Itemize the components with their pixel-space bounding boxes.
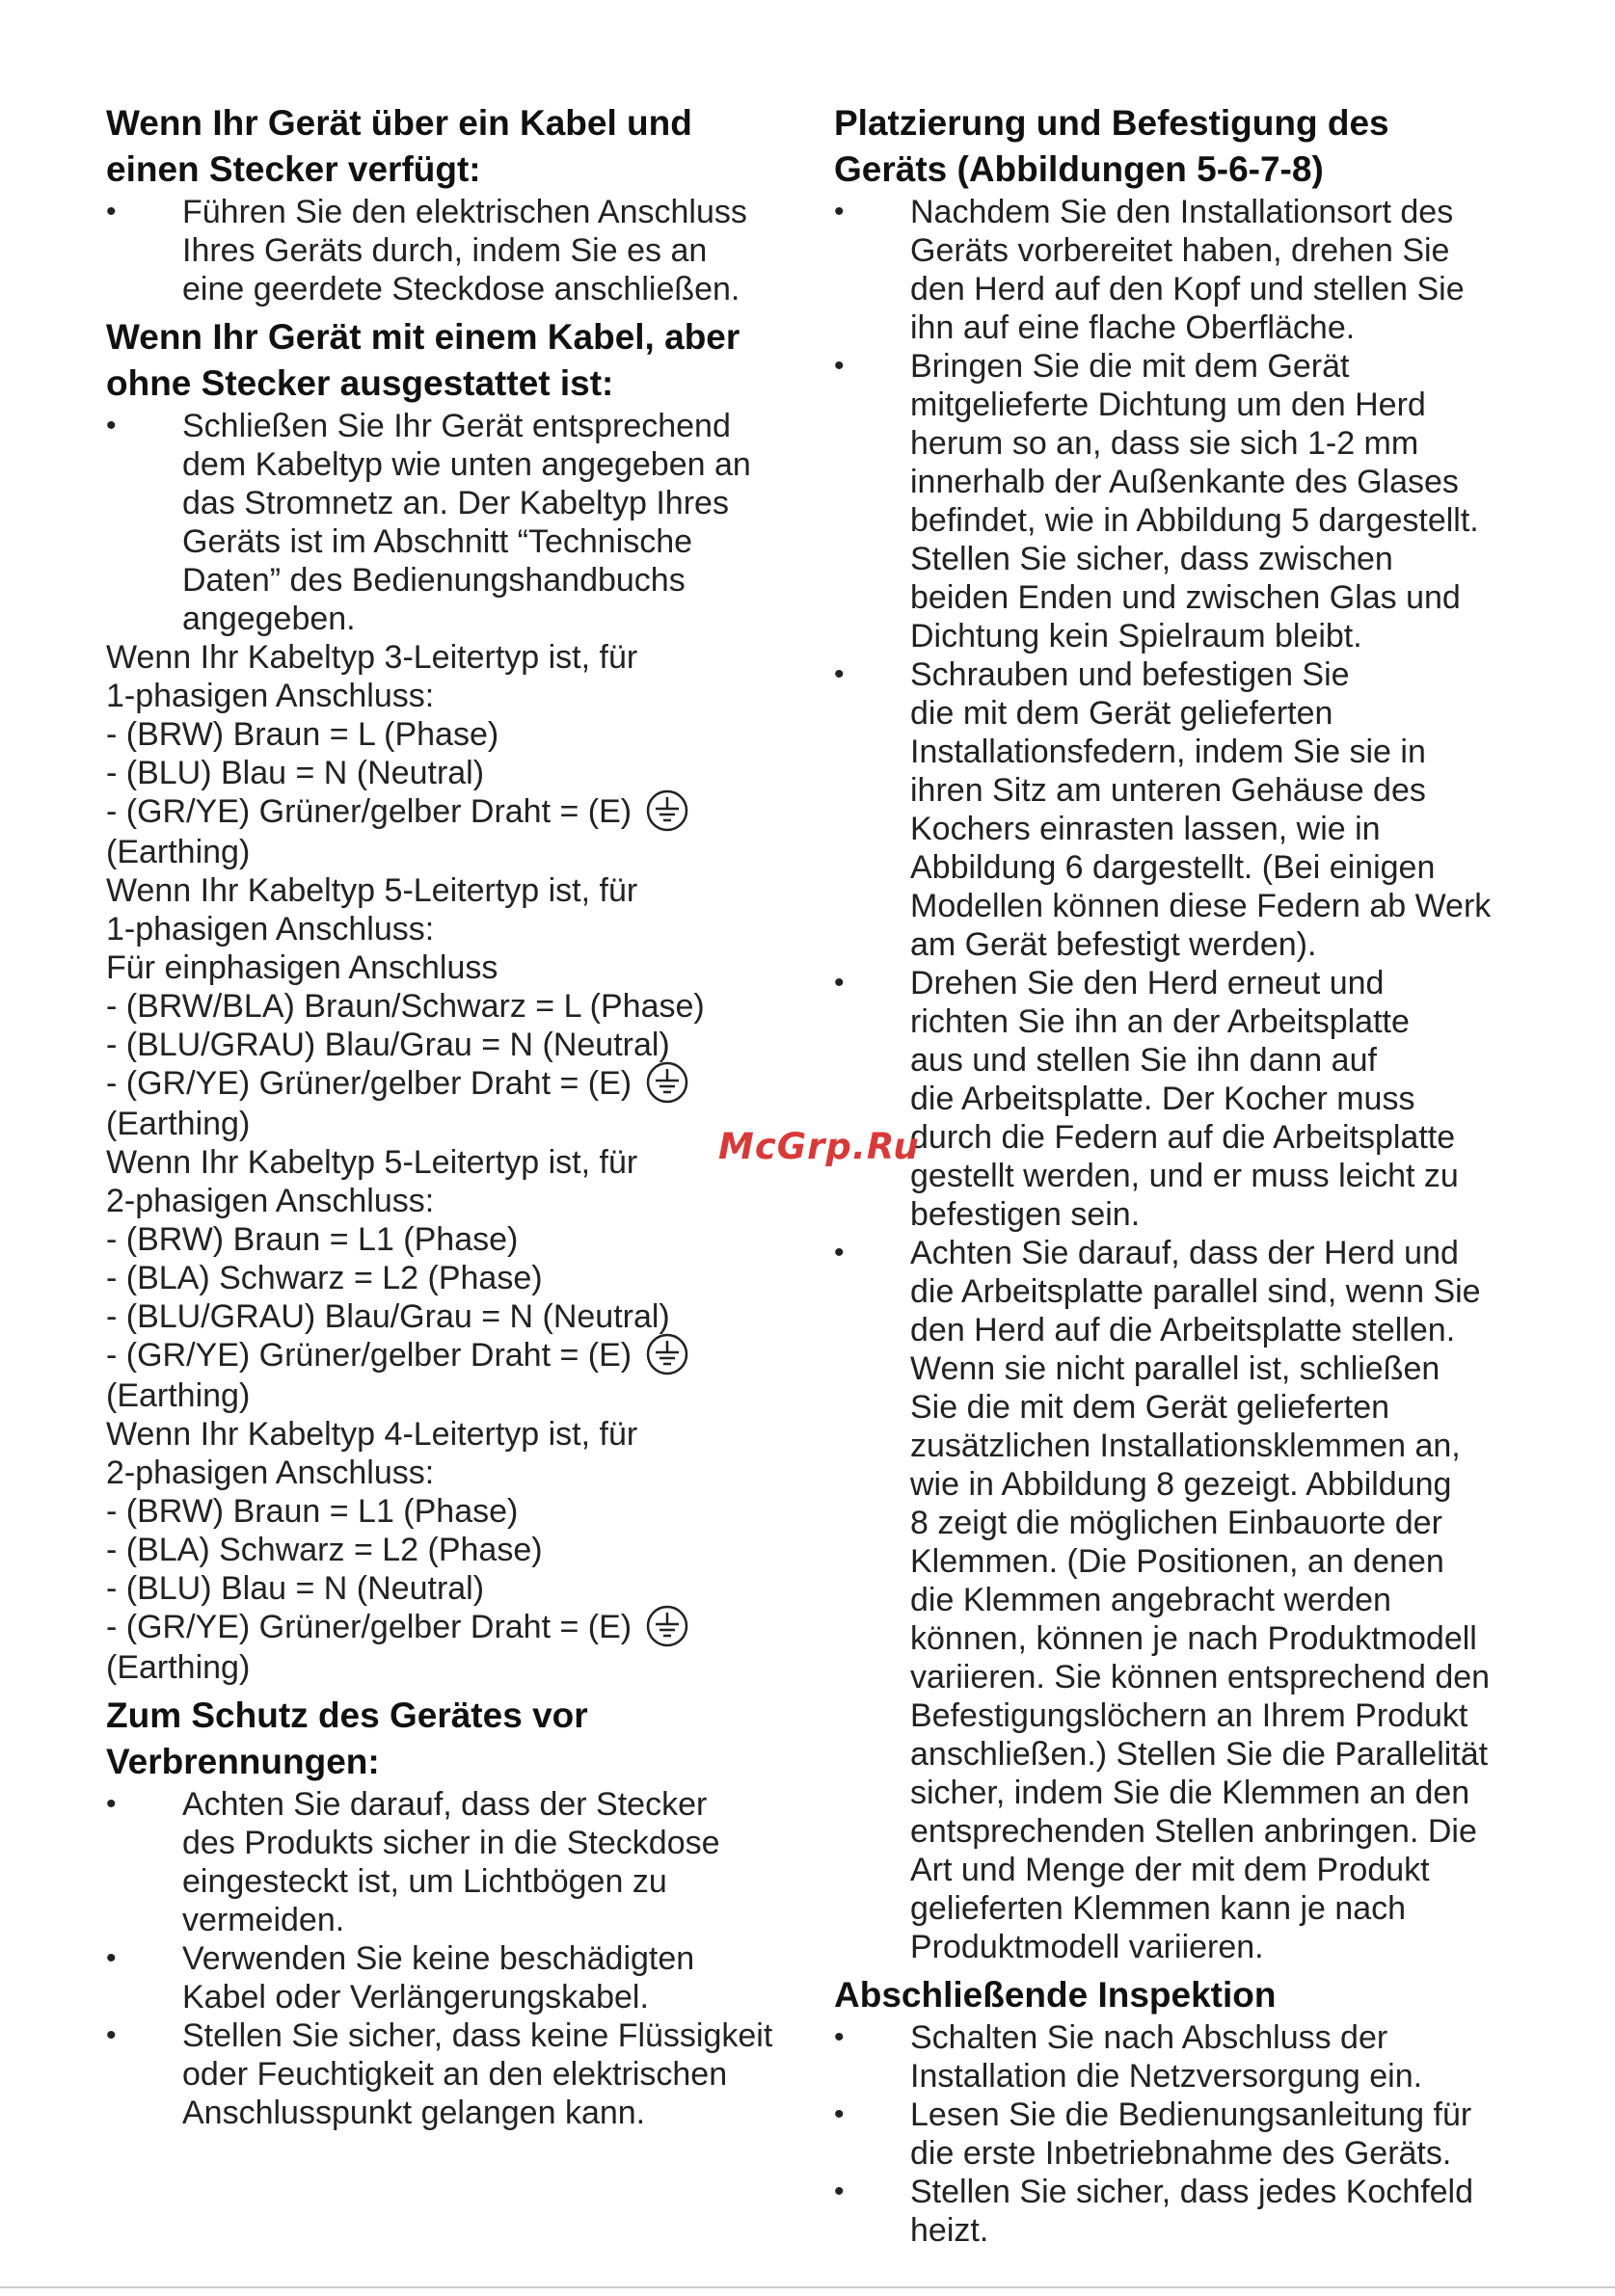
section-heading-burn-protection bbox=[106, 1693, 795, 1785]
wiring-line-text: - (BRW/BLA) Braun/Schwarz = L (Phase) bbox=[106, 988, 705, 1026]
bullet-line: befestigen sein. bbox=[910, 1196, 1141, 1233]
wiring-line-text: 1-phasigen Anschluss: bbox=[106, 678, 435, 714]
heading-line: Wenn Ihr Gerät mit einem Kabel, aber bbox=[106, 317, 740, 357]
wiring-line bbox=[106, 715, 795, 754]
bullet-line: innerhalb der Außenkante des Glases bbox=[910, 464, 1459, 500]
bullet-item bbox=[834, 2096, 1519, 2173]
left-column bbox=[106, 100, 795, 2132]
bullet-line: entsprechenden Stellen anbringen. Die bbox=[910, 1813, 1477, 1850]
bullet-line: oder Feuchtigkeit an den elektrischen bbox=[182, 2056, 728, 2094]
wiring-line-text: - (GR/YE) Grüner/gelber Draht = (E) bbox=[106, 1337, 633, 1375]
bullet-line: gelieferten Klemmen kann je nach bbox=[910, 1890, 1407, 1927]
bullet-line: Klemmen. (Die Positionen, an denen bbox=[910, 1543, 1444, 1580]
wiring-line-text: (Earthing) bbox=[106, 1377, 251, 1415]
bullet-line: das Stromnetz an. Der Kabeltyp Ihres bbox=[182, 485, 729, 521]
bullet-line: Kabel oder Verlängerungskabel. bbox=[182, 1979, 649, 2016]
section-heading-final-inspection bbox=[834, 1972, 1519, 2018]
right-column bbox=[834, 100, 1519, 2250]
wiring-line-text: Wenn Ihr Kabeltyp 5-Leitertyp ist, für bbox=[106, 1144, 638, 1182]
wiring-line-text: Für einphasigen Anschluss bbox=[106, 949, 498, 987]
bullet-line: Modellen können diese Federn ab Werk bbox=[910, 888, 1492, 924]
wiring-line-text: (Earthing) bbox=[106, 834, 251, 871]
wiring-line bbox=[106, 1182, 795, 1220]
wiring-line bbox=[106, 1608, 795, 1648]
bullet-item bbox=[834, 964, 1519, 1234]
wiring-line bbox=[106, 1105, 795, 1143]
wiring-line-text: (Earthing) bbox=[106, 1649, 251, 1687]
heading-line: Platzierung und Befestigung des bbox=[834, 103, 1389, 143]
bullet-line: 8 zeigt die möglichen Einbauorte der bbox=[910, 1505, 1442, 1541]
bullet-line: gestellt werden, und er muss leicht zu bbox=[910, 1158, 1459, 1194]
bullet-item bbox=[106, 407, 795, 638]
wiring-line-text: - (BLU/GRAU) Blau/Grau = N (Neutral) bbox=[106, 1027, 670, 1064]
wiring-line-text: 1-phasigen Anschluss: bbox=[106, 911, 435, 948]
wiring-line-text: - (GR/YE) Grüner/gelber Draht = (E) bbox=[106, 793, 633, 830]
section-heading-cable-without-plug bbox=[106, 314, 795, 407]
wiring-line-text: Wenn Ihr Kabeltyp 3-Leitertyp ist, für bbox=[106, 639, 638, 676]
bullet-line: Schließen Sie Ihr Gerät entsprechend bbox=[182, 408, 731, 444]
wiring-line-text: - (BLA) Schwarz = L2 (Phase) bbox=[106, 1532, 543, 1569]
wiring-instructions bbox=[106, 638, 795, 1687]
bullet-line: Achten Sie darauf, dass der Herd und bbox=[910, 1235, 1459, 1271]
heading-line: Geräts (Abbildungen 5-6-7-8) bbox=[834, 149, 1324, 189]
bullet-line: eine geerdete Steckdose anschließen. bbox=[182, 271, 740, 307]
wiring-line bbox=[106, 1297, 795, 1336]
wiring-line bbox=[106, 871, 795, 910]
wiring-line bbox=[106, 1064, 795, 1105]
bullet-line: den Herd auf die Arbeitsplatte stellen. bbox=[910, 1312, 1456, 1348]
bullet-line: Schrauben und befestigen Sie bbox=[910, 656, 1350, 693]
bullet-line: die Arbeitsplatte parallel sind, wenn Sie bbox=[910, 1273, 1481, 1310]
bullet-list-placement bbox=[834, 193, 1519, 1966]
wiring-line-text: (Earthing) bbox=[106, 1106, 251, 1143]
bullet-line: Stellen Sie sicher, dass jedes Kochfeld bbox=[910, 2174, 1474, 2210]
bullet-list-burn-protection bbox=[106, 1785, 795, 2132]
bullet-line: aus und stellen Sie ihn dann auf bbox=[910, 1042, 1377, 1079]
bullet-line: Verwenden Sie keine beschädigten bbox=[182, 1940, 695, 1978]
wiring-line bbox=[106, 1492, 795, 1531]
bullet-line: Abbildung 6 dargestellt. (Bei einigen bbox=[910, 849, 1436, 886]
wiring-line bbox=[106, 1569, 795, 1608]
bullet-item bbox=[106, 1939, 795, 2016]
bullet-line: vermeiden. bbox=[182, 1902, 345, 1939]
bullet-line: Daten” des Bedienungshandbuchs bbox=[182, 562, 686, 599]
wiring-line-text: - (BLU) Blau = N (Neutral) bbox=[106, 1570, 485, 1608]
bullet-line: Stellen Sie sicher, dass keine Flüssigkeit bbox=[182, 2017, 773, 2055]
heading-line: Zum Schutz des Gerätes vor bbox=[106, 1695, 588, 1736]
wiring-line-text: - (BLA) Schwarz = L2 (Phase) bbox=[106, 1260, 543, 1297]
bullet-line: ihn auf eine flache Oberfläche. bbox=[910, 309, 1356, 346]
bullet-line: anschließen.) Stellen Sie die Parallelität bbox=[910, 1736, 1489, 1773]
heading-line: Wenn Ihr Gerät über ein Kabel und bbox=[106, 103, 692, 143]
wiring-line-text: - (GR/YE) Grüner/gelber Draht = (E) bbox=[106, 1065, 633, 1103]
wiring-line bbox=[106, 638, 795, 677]
earth-ground-icon bbox=[645, 1060, 689, 1105]
bullet-line: Stellen Sie sicher, dass zwischen bbox=[910, 541, 1393, 577]
wiring-line bbox=[106, 1454, 795, 1492]
bullet-line: Art und Menge der mit dem Produkt bbox=[910, 1852, 1430, 1888]
heading-line: Verbrennungen: bbox=[106, 1742, 380, 1782]
bullet-line: eingesteckt ist, um Lichtbögen zu bbox=[182, 1863, 667, 1901]
wiring-line bbox=[106, 754, 795, 792]
bullet-line: die Klemmen angebracht werden bbox=[910, 1582, 1391, 1618]
bullet-line: Ihres Geräts durch, indem Sie es an bbox=[182, 232, 708, 269]
bullet-line: durch die Federn auf die Arbeitsplatte bbox=[910, 1119, 1456, 1156]
wiring-line-text: - (BRW) Braun = L1 (Phase) bbox=[106, 1221, 519, 1259]
bullet-line: richten Sie ihn an der Arbeitsplatte bbox=[910, 1003, 1410, 1040]
bullet-item bbox=[834, 2018, 1519, 2096]
bullet-line: Schalten Sie nach Abschluss der bbox=[910, 2019, 1388, 2056]
wiring-line bbox=[106, 1026, 795, 1064]
bullet-list-final-inspection bbox=[834, 2018, 1519, 2250]
heading-line: ohne Stecker ausgestattet ist: bbox=[106, 363, 614, 403]
wiring-line-text: - (GR/YE) Grüner/gelber Draht = (E) bbox=[106, 1609, 633, 1646]
bullet-line: beiden Enden und zwischen Glas und bbox=[910, 579, 1461, 616]
wiring-line-text: - (BRW) Braun = L (Phase) bbox=[106, 716, 499, 753]
bullet-line: die Arbeitsplatte. Der Kocher muss bbox=[910, 1081, 1415, 1117]
bullet-line: den Herd auf den Kopf und stellen Sie bbox=[910, 271, 1465, 307]
bullet-line: Führen Sie den elektrischen Anschluss bbox=[182, 194, 747, 230]
wiring-line bbox=[106, 677, 795, 715]
bullet-line: Sie die mit dem Gerät gelieferten bbox=[910, 1389, 1390, 1426]
heading-line: einen Stecker verfügt: bbox=[106, 149, 481, 189]
bullet-item bbox=[106, 2016, 795, 2132]
wiring-line-text: - (BLU/GRAU) Blau/Grau = N (Neutral) bbox=[106, 1298, 670, 1336]
bullet-line: variieren. Sie können entsprechend den bbox=[910, 1659, 1491, 1695]
bullet-line: Wenn sie nicht parallel ist, schließen bbox=[910, 1350, 1440, 1387]
wiring-line-text: 2-phasigen Anschluss: bbox=[106, 1455, 435, 1492]
wiring-line-text: - (BRW) Braun = L1 (Phase) bbox=[106, 1493, 519, 1531]
bullet-line: Drehen Sie den Herd erneut und bbox=[910, 965, 1385, 1001]
wiring-line bbox=[106, 1415, 795, 1454]
bullet-line: Dichtung kein Spielraum bleibt. bbox=[910, 618, 1362, 654]
bullet-line: Installationsfedern, indem Sie sie in bbox=[910, 734, 1426, 770]
bullet-line: Geräts ist im Abschnitt “Technische bbox=[182, 523, 693, 560]
section-heading-placement bbox=[834, 100, 1519, 193]
bullet-line: Produktmodell variieren. bbox=[910, 1929, 1264, 1965]
bullet-line: Lesen Sie die Bedienungsanleitung für bbox=[910, 2096, 1472, 2133]
bullet-line: herum so an, dass sie sich 1-2 mm bbox=[910, 425, 1419, 462]
wiring-line bbox=[106, 833, 795, 871]
wiring-line bbox=[106, 1336, 795, 1376]
bullet-line: Achten Sie darauf, dass der Stecker bbox=[182, 1786, 708, 1824]
section-heading-cable-with-plug bbox=[106, 100, 795, 193]
bullet-line: Anschlusspunkt gelangen kann. bbox=[182, 2095, 646, 2132]
bullet-line: sicher, indem Sie die Klemmen an den bbox=[910, 1775, 1470, 1811]
wiring-line bbox=[106, 1259, 795, 1297]
bullet-item bbox=[106, 1785, 795, 1939]
bullet-line: mitgelieferte Dichtung um den Herd bbox=[910, 387, 1426, 423]
wiring-line bbox=[106, 1376, 795, 1415]
wiring-line bbox=[106, 1143, 795, 1182]
bullet-line: am Gerät befestigt werden). bbox=[910, 926, 1317, 963]
wiring-line bbox=[106, 1648, 795, 1687]
bullet-line: Kochers einrasten lassen, wie in bbox=[910, 811, 1381, 847]
wiring-line bbox=[106, 910, 795, 948]
bullet-line: zusätzlichen Installationsklemmen an, bbox=[910, 1428, 1461, 1464]
bullet-line: die mit dem Gerät gelieferten bbox=[910, 695, 1333, 732]
bullet-list-cable-with-plug bbox=[106, 193, 795, 308]
bullet-line: die erste Inbetriebnahme des Geräts. bbox=[910, 2135, 1452, 2172]
wiring-line bbox=[106, 948, 795, 987]
wiring-line bbox=[106, 1531, 795, 1569]
bullet-line: des Produkts sicher in die Steckdose bbox=[182, 1825, 720, 1862]
earth-ground-icon bbox=[645, 788, 689, 833]
watermark: McGrp.Ru bbox=[718, 1126, 920, 1167]
bullet-item bbox=[834, 193, 1519, 347]
bullet-item bbox=[106, 193, 795, 308]
wiring-line-text: Wenn Ihr Kabeltyp 5-Leitertyp ist, für bbox=[106, 872, 638, 910]
bullet-line: Installation die Netzversorgung ein. bbox=[910, 2058, 1423, 2095]
bullet-line: ihren Sitz am unteren Gehäuse des bbox=[910, 772, 1426, 809]
bullet-line: heizt. bbox=[910, 2212, 989, 2249]
wiring-line bbox=[106, 1220, 795, 1259]
heading-line: Abschließende Inspektion bbox=[834, 1975, 1277, 2015]
bottom-rule bbox=[0, 2286, 1615, 2288]
bullet-line: Befestigungslöchern an Ihrem Produkt bbox=[910, 1697, 1468, 1734]
bullet-item bbox=[834, 2173, 1519, 2250]
bullet-item bbox=[834, 347, 1519, 655]
bullet-line: angegeben. bbox=[182, 601, 356, 637]
wiring-line-text: 2-phasigen Anschluss: bbox=[106, 1183, 435, 1220]
bullet-line: Nachdem Sie den Installationsort des bbox=[910, 194, 1454, 230]
bullet-line: wie in Abbildung 8 gezeigt. Abbildung bbox=[910, 1466, 1452, 1503]
bullet-line: Geräts vorbereitet haben, drehen Sie bbox=[910, 232, 1450, 269]
bullet-item bbox=[834, 655, 1519, 964]
earth-ground-icon bbox=[645, 1332, 689, 1376]
wiring-line-text: Wenn Ihr Kabeltyp 4-Leitertyp ist, für bbox=[106, 1416, 638, 1454]
bullet-line: können, können je nach Produktmodell bbox=[910, 1620, 1477, 1657]
bullet-item bbox=[834, 1234, 1519, 1966]
bullet-line: dem Kabeltyp wie unten angegeben an bbox=[182, 446, 751, 483]
earth-ground-icon bbox=[645, 1604, 689, 1648]
wiring-line bbox=[106, 987, 795, 1026]
bullet-list-cable-without-plug bbox=[106, 407, 795, 638]
bullet-line: Bringen Sie die mit dem Gerät bbox=[910, 348, 1350, 385]
bullet-line: befindet, wie in Abbildung 5 dargestellt. bbox=[910, 502, 1479, 539]
wiring-line-text: - (BLU) Blau = N (Neutral) bbox=[106, 755, 485, 791]
wiring-line bbox=[106, 792, 795, 833]
